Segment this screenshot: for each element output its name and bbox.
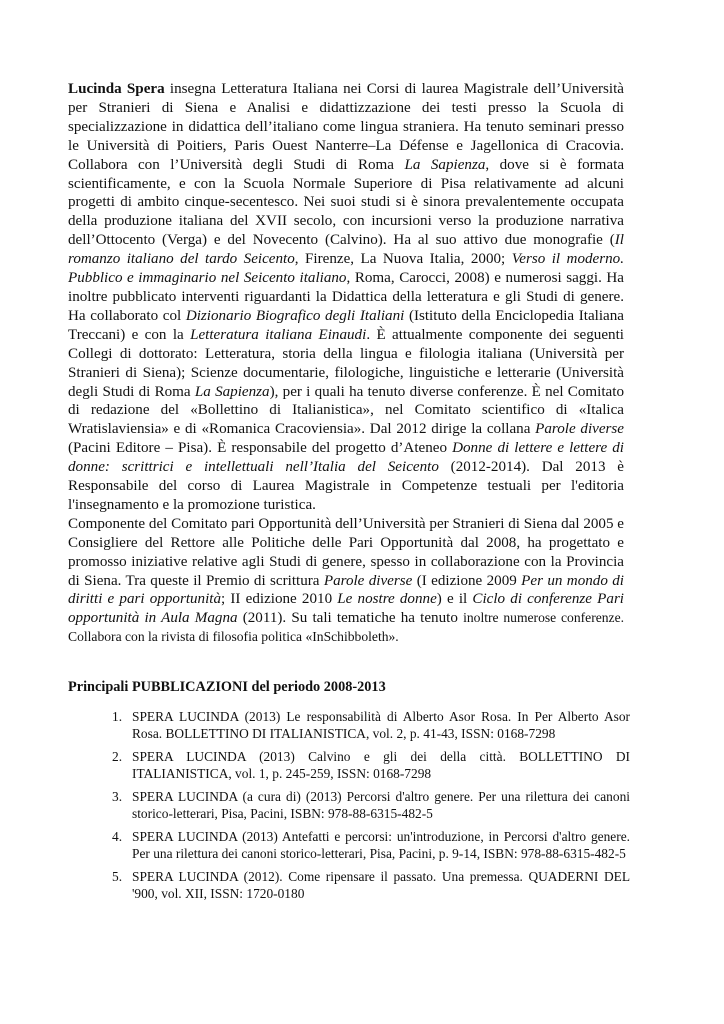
- author-name: Lucinda Spera: [68, 81, 165, 97]
- text-run: inoltre numerose conferenze. Collabora con la rivista di filosofia politica «InSchibboleth».: [68, 610, 625, 645]
- text-run: (Pacini Editore – Pisa). È responsabile del progetto d’Ateneo: [68, 440, 453, 457]
- text-run: , dove si è formata scientificamente, e con la Scuola Normale Superiore di Pisa relativamente ad alcuni progetti di ambito cinque-secentesco. Nei suoi studi si è sinora prevalentemente occupata della produzione italiana del XVII secolo, con incursioni verso la produzione narrativa dell’Ottocento (Verga) e del Novecento (Calvino). Ha al suo attivo due monografie (: [68, 156, 625, 249]
- publication-number: 5.: [112, 869, 123, 884]
- publications-list: [112, 708, 630, 908]
- publication-item: [112, 828, 630, 862]
- text-run: ) e il: [436, 591, 473, 608]
- publication-item: [112, 708, 630, 742]
- text-run: insegna Letteratura Italiana nei Corsi di laurea Magistrale dell’Università per Stranieri di Siena e Analisi e didattizzazione dei testi presso la Scuola di specializzazione in didattica dell’italiano come lingua straniera. Ha tenuto seminari presso le Università di Poitiers, Paris Ouest Nanterre–La Défense e Jagellonica di Cracovia. Collabora con l’Università degli Studi di Roma: [68, 81, 624, 173]
- italic-title: Letteratura italiana Einaudi: [190, 326, 367, 343]
- publication-number: 2.: [112, 749, 123, 764]
- italic-title: Dizionario Biografico degli Italiani: [185, 307, 405, 324]
- text-run: (2012-2014). Dal 2013 è Responsabile del corso di Laurea Magistrale in Competenze testuali per l'editoria l'insegnamento e la promozione turistica.: [68, 459, 624, 513]
- text-run: , Roma, Carocci, 2008) e numerosi saggi. Ha inoltre pubblicato interventi riguardanti la Didattica della letteratura e gli Studi di genere. Ha collaborato col: [68, 270, 624, 324]
- publication-text: SPERA LUCINDA (2013) Le responsabilità di Alberto Asor Rosa. In Per Alberto Asor Rosa. BOLLETTINO DI ITALIANISTICA, vol. 2, p. 41-43, ISSN: 0168-7298: [132, 709, 630, 741]
- text-run: Componente del Comitato pari Opportunità dell’Università per Stranieri di Siena dal 2005 e Consigliere del Rettore alle Politiche delle Pari Opportunità dal 2008, ha progettato e promosso iniziative relative agli Studi di genere, spesso in collaborazione con la Provincia di Siena. Tra queste il Premio di scrittura: [68, 515, 624, 589]
- italic-title: Il romanzo italiano del tardo Seicento: [68, 232, 624, 268]
- publication-item: [112, 868, 630, 902]
- text-run: ), per i quali ha tenuto diverse conferenze. È nel Comitato di redazione del «Bollettino di Italianistica», nel Comitato scientifico di «Italica Wratislaviensia» e di «Romanica Cracoviensia». Dal 2012 dirige la collana: [68, 383, 624, 438]
- publication-number: 3.: [112, 789, 123, 804]
- publication-number: 1.: [112, 709, 123, 724]
- publication-item: [112, 788, 630, 822]
- text-run: ; II edizione 2010: [221, 591, 338, 608]
- italic-title: Parole diverse: [323, 572, 413, 589]
- text-run: (2011). Su tali tematiche ha tenuto: [237, 610, 464, 627]
- publication-item: [112, 748, 630, 782]
- publication-text: SPERA LUCINDA (2013) Calvino e gli dei della città. BOLLETTINO DI ITALIANISTICA, vol. 1, p. 245-259, ISSN: 0168-7298: [132, 749, 630, 781]
- publication-text: SPERA LUCINDA (2013) Antefatti e percorsi: un'introduzione, in Percorsi d'altro genere. Per una rilettura dei canoni storico-letterari, Pisa, Pacini, p. 9-14, ISBN: 978-88-6315-482-5: [132, 829, 630, 861]
- italic-title: Le nostre donne: [337, 591, 437, 608]
- italic-title: Parole diverse: [535, 421, 624, 438]
- publication-text: SPERA LUCINDA (a cura di) (2013) Percorsi d'altro genere. Per una rilettura dei canoni storico-letterari, Pisa, Pacini, ISBN: 978-88-6315-482-5: [132, 789, 630, 821]
- text-run: . È attualmente componente dei seguenti Collegi di dottorato: Letteratura, storia della lingua e filologia italiana (Università per Stranieri di Siena); Scienze documentarie, filologiche, linguistiche e letterarie (Università degli Studi di Roma: [68, 326, 624, 400]
- italic-title: Donne di lettere e lettere di donne: scrittrici e intellettuali nell’Italia del Seicento: [68, 440, 624, 476]
- italic-title: Verso il moderno. Pubblico e immaginario nel Seicento italiano: [68, 251, 624, 287]
- italic-title: La Sapienza: [194, 383, 270, 400]
- italic-title: La Sapienza: [404, 156, 486, 173]
- bio-paragraph-2: [68, 515, 624, 647]
- publications-heading: Principali PUBBLICAZIONI del periodo 2008-2013: [68, 679, 386, 695]
- italic-title: Per un mondo di diritti e pari opportunità: [68, 572, 624, 608]
- text-run: , Firenze, La Nuova Italia, 2000;: [294, 251, 512, 268]
- bio-paragraph-1: [68, 80, 624, 515]
- publication-number: 4.: [112, 829, 123, 844]
- text-run: (Istituto della Enciclopedia Italiana Treccani) e con la: [68, 307, 624, 343]
- italic-title: Ciclo di conferenze Pari opportunità in Aula Magna: [68, 591, 625, 627]
- publication-text: SPERA LUCINDA (2012). Come ripensare il passato. Una premessa. QUADERNI DEL '900, vol. XII, ISSN: 1720-0180: [132, 869, 630, 901]
- text-run: (I edizione 2009: [412, 572, 522, 589]
- biography-section: [68, 80, 624, 647]
